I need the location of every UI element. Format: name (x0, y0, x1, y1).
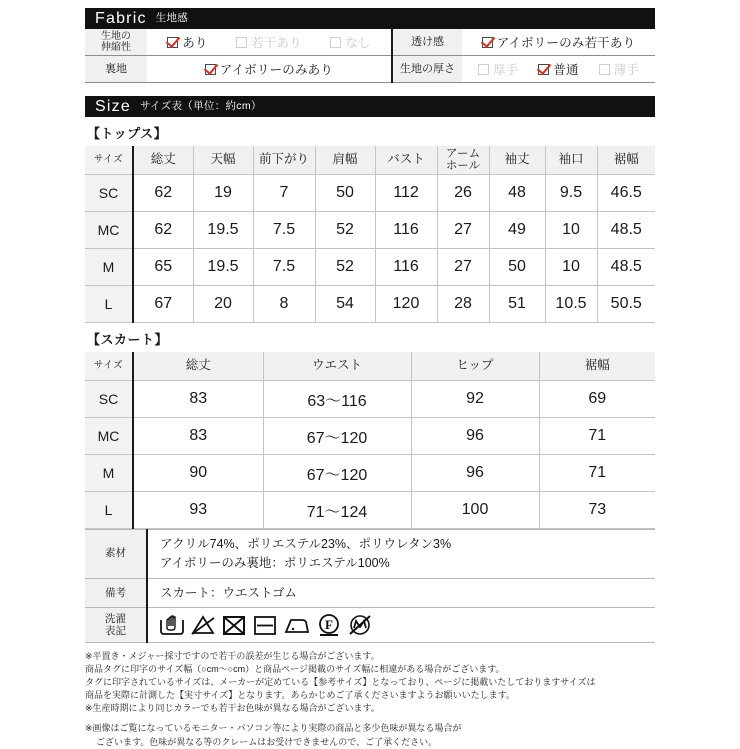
skirt-cell: 71 (539, 455, 655, 492)
tops-cell: 67 (133, 286, 193, 323)
tops-col-armhole-line1: アーム (445, 147, 481, 160)
tops-cell: 48.5 (597, 249, 655, 286)
tops-cell-size: M (85, 249, 133, 286)
tops-cell: 7 (253, 175, 315, 212)
checkbox-checked-icon[interactable] (538, 64, 549, 75)
care-symbol-list (158, 610, 655, 640)
skirt-size-table (85, 352, 655, 529)
tops-header-row (85, 146, 655, 175)
skirt-cell: 67〜120 (263, 455, 411, 492)
fabric-section-banner (85, 8, 655, 29)
checkbox-checked-icon[interactable] (167, 37, 178, 48)
fabric-banner-en: Fabric (95, 9, 147, 27)
skirt-col-hem-width: 裾幅 (539, 352, 655, 381)
tops-cell-size: L (85, 286, 133, 323)
tops-cell: 52 (315, 212, 375, 249)
tops-col-bust: バスト (375, 146, 437, 175)
skirt-col-total-length: 総丈 (133, 352, 263, 381)
note-line-1: ※平置き・メジャー採寸ですので若干の誤差が生じる場合がございます。 (85, 651, 380, 662)
size-banner-jp: サイズ表（単位：約cm） (139, 100, 262, 113)
care-label-line2: 表記 (105, 625, 126, 638)
tops-col-hem-width: 裾幅 (597, 146, 655, 175)
fabric-option-thickness-normal[interactable] (538, 60, 578, 78)
fabric-option-thickness-thick[interactable] (478, 60, 518, 78)
skirt-heading: 【スカート】 (87, 332, 169, 347)
note-line-4: 商品を実際に計測した【実寸サイズ】となります。あらかじめご了承くださいますようお願いいたします。 (85, 690, 515, 701)
fabric-option-label: あり (182, 36, 208, 50)
fabric-option-sheerness-ivory[interactable] (482, 33, 636, 51)
skirt-cell: 73 (539, 492, 655, 529)
checkbox-unchecked-icon[interactable] (330, 37, 341, 48)
tops-col-front-drop: 前下がり (253, 146, 315, 175)
skirt-cell: 71〜124 (263, 492, 411, 529)
note-line-6: ※画像はご覧になっているモニター・パソコン等により実際の商品と多少色味が異なる場合が (85, 723, 462, 734)
skirt-cell-size: L (85, 492, 133, 529)
tops-col-armhole-line2: ホール (445, 160, 481, 172)
fabric-label-lining: 裏地 (85, 56, 147, 83)
fabric-banner-jp: 生地感 (155, 12, 189, 25)
note-line-3: タグに印字されているサイズは、メーカーが定めている【参考サイズ】となっており、ページに掲載いたしておりますサイズは (85, 677, 596, 688)
tops-col-cuff: 袖口 (545, 146, 597, 175)
fabric-label-sheerness: 透け感 (392, 29, 462, 56)
dryclean-petroleum-icon (315, 612, 343, 638)
skirt-col-size: サイズ (85, 352, 133, 381)
skirt-header-row (85, 352, 655, 381)
fabric-option-label: 普通 (553, 63, 579, 77)
product-info-table (85, 529, 655, 643)
fabric-option-stretch-none[interactable] (330, 33, 370, 51)
size-section-banner (85, 96, 655, 117)
skirt-cell: 71 (539, 418, 655, 455)
svg-text:F: F (325, 617, 333, 633)
hand-wash-icon (158, 612, 186, 638)
note-line-7: ございます。色味が異なる等のクレームはお受けできませんので、ご了承ください。 (96, 736, 438, 747)
no-bleach-icon (189, 612, 217, 638)
care-label (85, 608, 147, 643)
tops-cell: 7.5 (253, 212, 315, 249)
fabric-option-label: 厚手 (492, 63, 519, 77)
tops-cell: 116 (375, 212, 437, 249)
care-row (85, 608, 655, 643)
tops-cell: 54 (315, 286, 375, 323)
tops-cell: 48.5 (597, 212, 655, 249)
tops-cell: 28 (437, 286, 489, 323)
tops-cell: 62 (133, 212, 193, 249)
tops-cell: 10.5 (545, 286, 597, 323)
table-row (85, 175, 655, 212)
material-line-1: アクリル74%、ポリエステル23%、ポリウレタン3% (160, 537, 452, 551)
tops-col-top-width: 天幅 (193, 146, 253, 175)
note-line-5: ※生産時期により同じカラーでも若干お色味が異なる場合がございます。 (85, 703, 380, 714)
skirt-cell: 96 (411, 455, 539, 492)
skirt-cell: 100 (411, 492, 539, 529)
skirt-cell: 96 (411, 418, 539, 455)
tops-heading: 【トップス】 (87, 126, 168, 141)
material-value (147, 530, 655, 579)
tops-col-sleeve-length: 袖丈 (489, 146, 545, 175)
fabric-label-thickness: 生地の厚さ (392, 56, 462, 83)
tops-cell: 65 (133, 249, 193, 286)
fabric-option-label: 若干あり (251, 36, 302, 50)
material-line-2: アイボリーのみ裏地：ポリエステル100% (160, 555, 390, 570)
tops-cell: 50.5 (597, 286, 655, 323)
skirt-cell: 69 (539, 381, 655, 418)
tops-col-shoulder: 肩幅 (315, 146, 375, 175)
tops-cell: 19.5 (193, 212, 253, 249)
tops-cell: 10 (545, 249, 597, 286)
tops-cell: 120 (375, 286, 437, 323)
tops-cell: 7.5 (253, 249, 315, 286)
tops-col-total-length: 総丈 (133, 146, 193, 175)
checkbox-unchecked-icon[interactable] (599, 64, 610, 75)
skirt-cell: 83 (133, 418, 263, 455)
table-row (85, 455, 655, 492)
checkbox-unchecked-icon[interactable] (478, 64, 489, 75)
checkbox-checked-icon[interactable] (482, 37, 493, 48)
fabric-option-stretch-yes[interactable] (167, 33, 207, 51)
checkbox-unchecked-icon[interactable] (236, 37, 247, 48)
tops-cell: 8 (253, 286, 315, 323)
fabric-row-lining (85, 56, 655, 83)
checkbox-checked-icon[interactable] (205, 64, 216, 75)
skirt-col-waist: ウエスト (263, 352, 411, 381)
tops-cell: 9.5 (545, 175, 597, 212)
tops-cell: 26 (437, 175, 489, 212)
fabric-table (85, 29, 655, 83)
fabric-label-stretch (85, 29, 147, 56)
tops-cell: 10 (545, 212, 597, 249)
fabric-value-sheerness (462, 29, 655, 56)
skirt-cell: 92 (411, 381, 539, 418)
tops-cell: 62 (133, 175, 193, 212)
remarks-value: スカート：ウエストゴム (147, 578, 655, 608)
skirt-cell: 93 (133, 492, 263, 529)
table-row (85, 212, 655, 249)
tops-cell: 20 (193, 286, 253, 323)
tops-cell: 50 (315, 175, 375, 212)
tops-cell: 51 (489, 286, 545, 323)
fabric-option-label: 薄手 (613, 63, 640, 77)
fabric-label-stretch-line2: 伸縮性 (101, 42, 131, 53)
tops-cell: 52 (315, 249, 375, 286)
skirt-cell: 67〜120 (263, 418, 411, 455)
fabric-option-stretch-slight[interactable] (236, 33, 302, 51)
fabric-option-lining-ivory[interactable] (205, 60, 333, 78)
no-wring-icon (346, 612, 374, 638)
disclaimer-notes (85, 643, 655, 748)
table-row (85, 381, 655, 418)
fabric-option-label: なし (345, 36, 371, 50)
tops-cell: 46.5 (597, 175, 655, 212)
tops-cell: 48 (489, 175, 545, 212)
skirt-cell-size: SC (85, 381, 133, 418)
tops-cell: 112 (375, 175, 437, 212)
tops-cell: 19 (193, 175, 253, 212)
tops-cell: 116 (375, 249, 437, 286)
fabric-value-lining (147, 56, 392, 83)
tops-col-armhole (437, 146, 489, 175)
tops-cell: 27 (437, 249, 489, 286)
tops-cell: 27 (437, 212, 489, 249)
care-label-line1: 洗濯 (105, 612, 126, 625)
skirt-cell: 83 (133, 381, 263, 418)
tops-cell: 49 (489, 212, 545, 249)
tops-cell-size: MC (85, 212, 133, 249)
tops-cell: 50 (489, 249, 545, 286)
fabric-option-thickness-thin[interactable] (599, 60, 639, 78)
iron-low-icon (282, 612, 312, 638)
fabric-option-label: アイボリーのみあり (219, 63, 334, 77)
material-label: 素材 (85, 530, 147, 579)
no-tumble-dry-icon (220, 612, 248, 638)
material-row (85, 530, 655, 579)
tops-cell: 19.5 (193, 249, 253, 286)
table-row (85, 286, 655, 323)
skirt-cell: 90 (133, 455, 263, 492)
note-line-2: 商品タグに印字のサイズ幅（○cm〜○cm）と商品ページ掲載のサイズ幅に相違がある場合がございます。 (85, 664, 505, 675)
tops-cell-size: SC (85, 175, 133, 212)
table-row (85, 249, 655, 286)
fabric-option-label: アイボリーのみ若干あり (496, 36, 636, 50)
fabric-label-stretch-line1: 生地の (101, 30, 131, 42)
skirt-col-hip: ヒップ (411, 352, 539, 381)
remarks-row (85, 578, 655, 608)
size-banner-en: Size (95, 97, 131, 115)
table-row (85, 418, 655, 455)
tops-size-table (85, 146, 655, 323)
care-symbols-value (147, 608, 655, 643)
fabric-row-stretch (85, 29, 655, 56)
skirt-cell-size: MC (85, 418, 133, 455)
tops-col-size: サイズ (85, 146, 133, 175)
table-row (85, 492, 655, 529)
fabric-value-thickness (462, 56, 655, 83)
skirt-cell: 63〜116 (263, 381, 411, 418)
remarks-label: 備考 (85, 578, 147, 608)
dry-flat-icon (251, 612, 279, 638)
fabric-value-stretch (147, 29, 392, 56)
skirt-cell-size: M (85, 455, 133, 492)
